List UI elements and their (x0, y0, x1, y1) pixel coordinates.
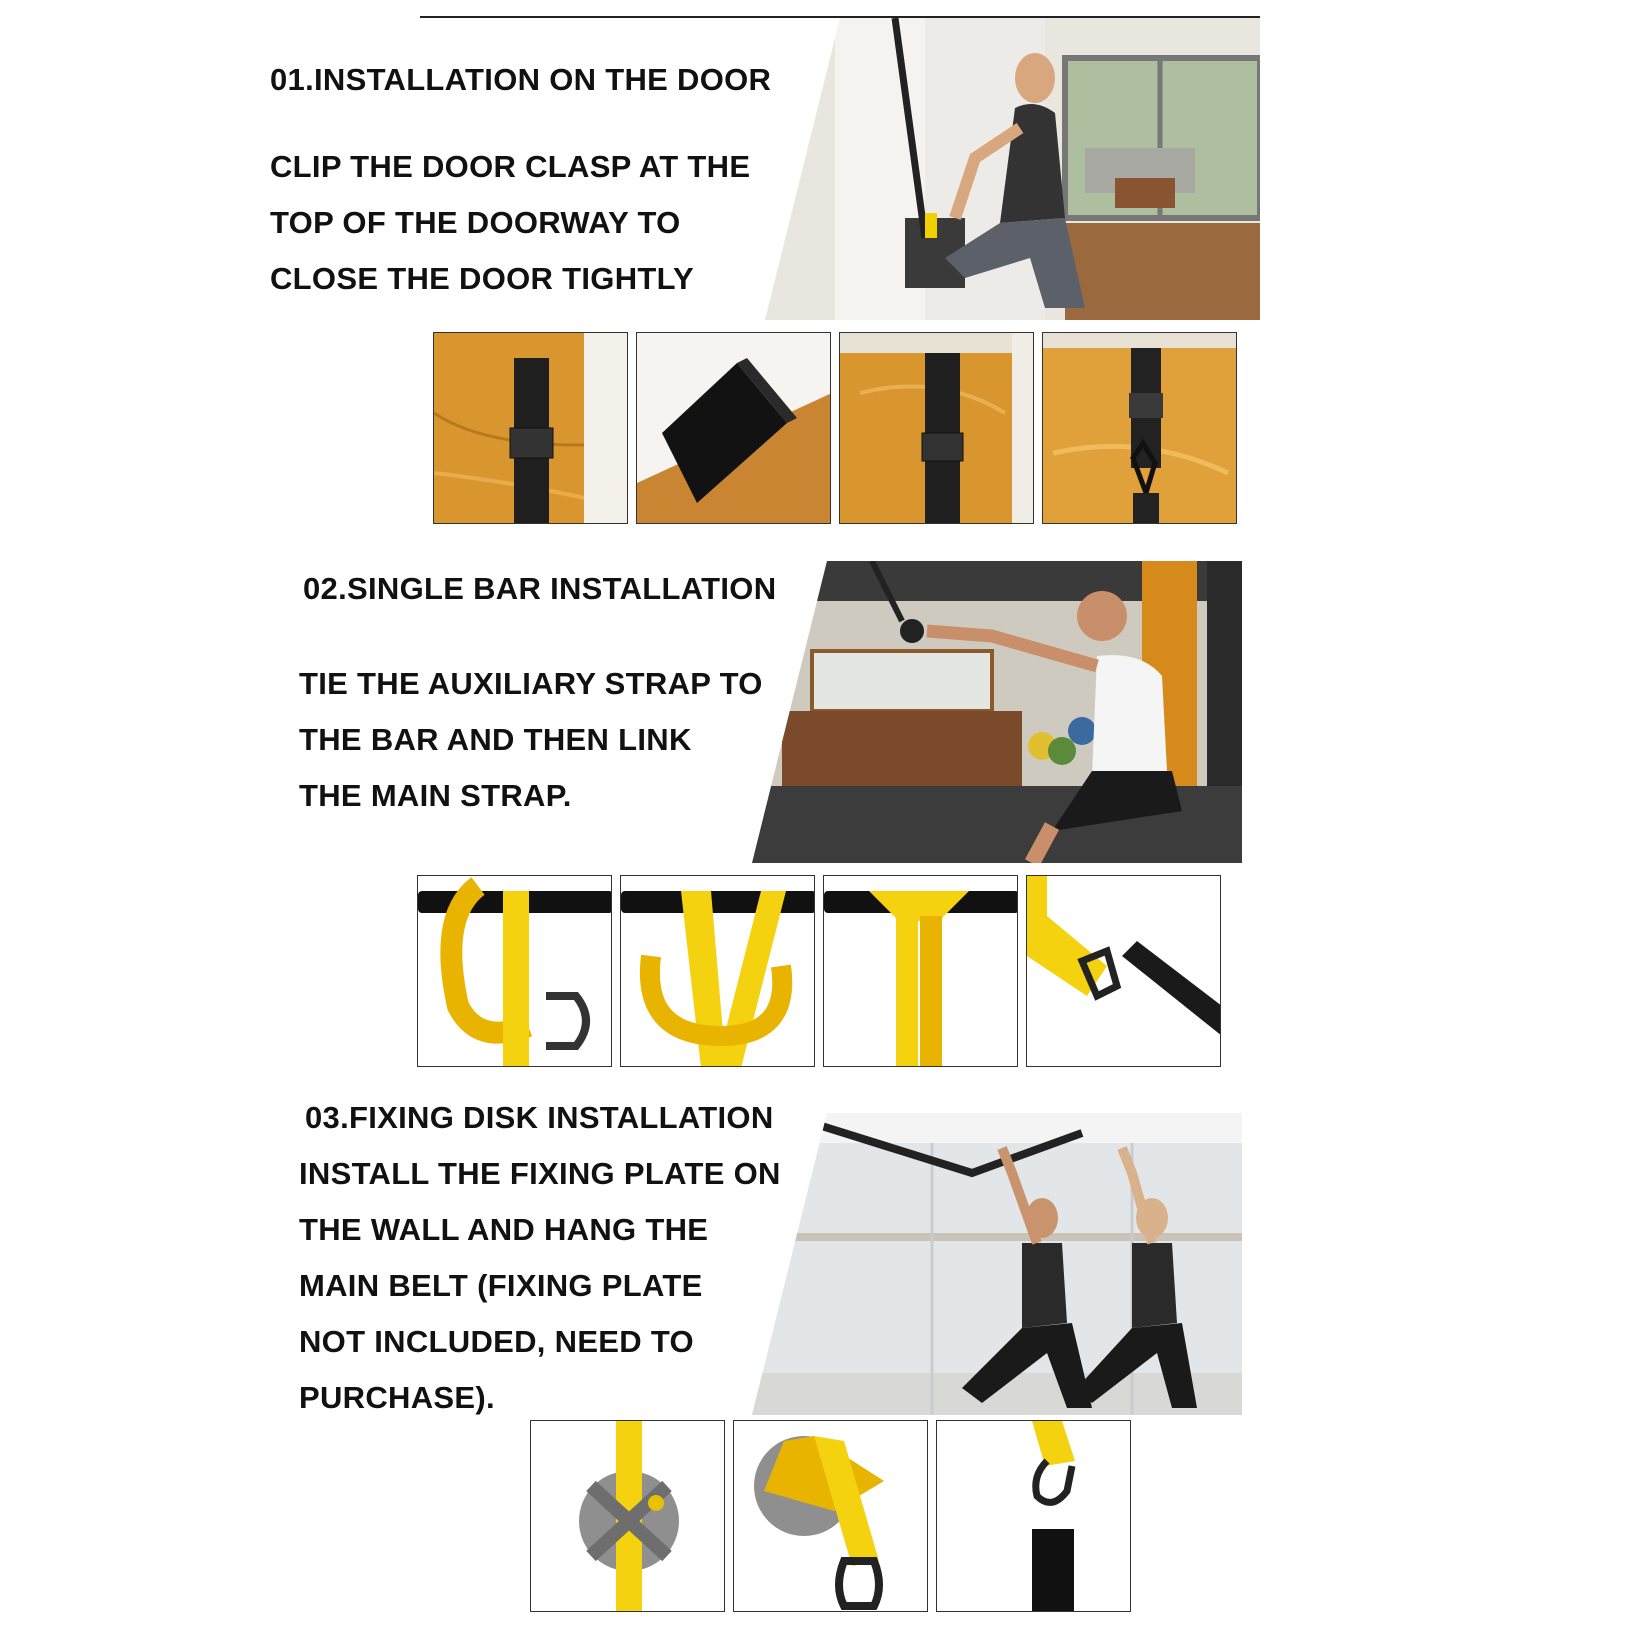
section-3-line-1: INSTALL THE FIXING PLATE ON (299, 1156, 781, 1191)
section-3-line-4: NOT INCLUDED, NEED TO (299, 1324, 694, 1359)
strap-behind-fixing-disk (530, 1420, 725, 1612)
section-3-heading: 03.FIXING DISK INSTALLATION (305, 1100, 774, 1135)
strap-carabiner-on-door (1042, 332, 1237, 524)
section-2-heading: 02.SINGLE BAR INSTALLATION (303, 571, 777, 606)
man-squat-gym-photo (752, 561, 1242, 863)
closed-door-with-strap (839, 332, 1034, 524)
section-2-line-3: THE MAIN STRAP. (299, 778, 572, 813)
section-1-heading: 01.INSTALLATION ON THE DOOR (270, 62, 772, 97)
section-1-line-3: CLOSE THE DOOR TIGHTLY (270, 261, 694, 296)
section-1-line-1: CLIP THE DOOR CLASP AT THE (270, 149, 751, 184)
two-women-lunge-studio-photo (752, 1113, 1242, 1415)
section-1-line-2: TOP OF THE DOORWAY TO (270, 205, 681, 240)
section-3-line-5: PURCHASE). (299, 1380, 495, 1415)
section-2-line-1: TIE THE AUXILIARY STRAP TO (299, 666, 763, 701)
strap-wrapped-on-disk (733, 1420, 928, 1612)
main-strap-hooked-to-loop (1026, 875, 1221, 1067)
section-2-line-2: THE BAR AND THEN LINK (299, 722, 692, 757)
woman-lunge-door-anchor-photo (765, 18, 1260, 320)
section-3-line-2: THE WALL AND HANG THE (299, 1212, 709, 1247)
strap-tied-on-bar (823, 875, 1018, 1067)
strap-looped-over-bar (417, 875, 612, 1067)
section-3-line-3: MAIN BELT (FIXING PLATE (299, 1268, 703, 1303)
foam-anchor-on-door-edge (636, 332, 831, 524)
strap-over-door-top (433, 332, 628, 524)
hook-and-main-belt (936, 1420, 1131, 1612)
strap-folded-on-bar (620, 875, 815, 1067)
